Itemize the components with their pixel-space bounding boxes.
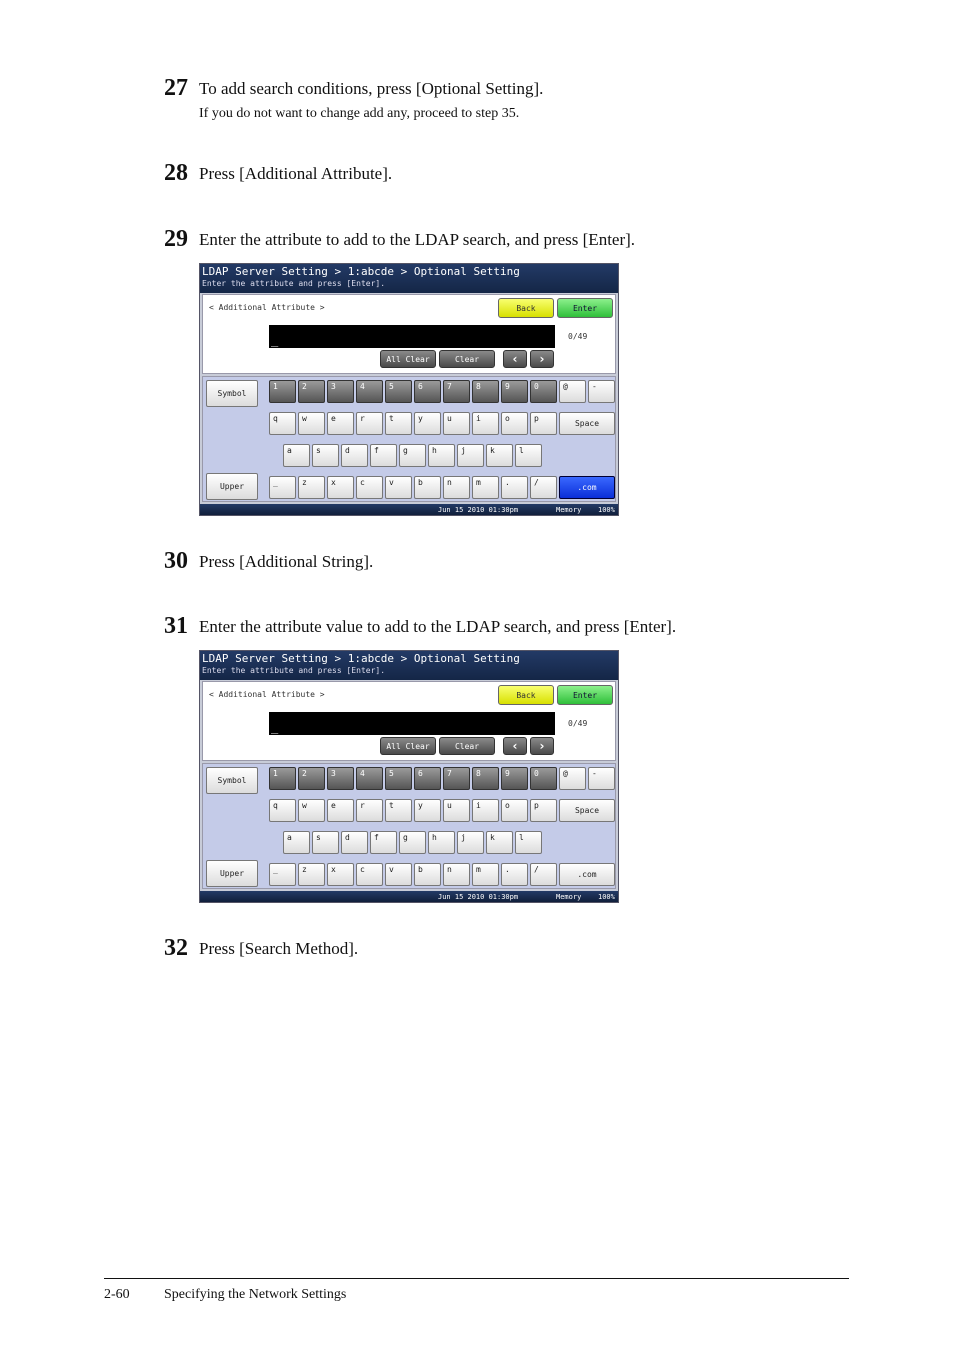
key[interactable]: f — [370, 444, 397, 467]
key[interactable]: l — [515, 831, 542, 854]
key[interactable]: t — [385, 799, 412, 822]
status-bar — [200, 504, 619, 516]
key[interactable]: 8 — [472, 380, 499, 403]
back-button[interactable]: Back — [498, 685, 554, 705]
key[interactable]: g — [399, 444, 426, 467]
key[interactable]: s — [312, 831, 339, 854]
key[interactable]: 9 — [501, 767, 528, 790]
enter-button[interactable]: Enter — [557, 298, 613, 318]
key[interactable]: 5 — [385, 767, 412, 790]
all-clear-button[interactable]: All Clear — [380, 737, 436, 755]
key[interactable]: d — [341, 444, 368, 467]
key[interactable]: / — [530, 863, 557, 886]
key[interactable]: q — [269, 799, 296, 822]
page-number: 2-60 — [104, 1287, 130, 1302]
date-time: Jun 15 2010 01:30pm — [438, 893, 519, 901]
key[interactable]: t — [385, 412, 412, 435]
step-number: 32 — [164, 935, 188, 961]
key[interactable]: z — [298, 863, 325, 886]
key[interactable]: n — [443, 863, 470, 886]
key[interactable]: x — [327, 863, 354, 886]
step-number: 27 — [164, 75, 188, 101]
key[interactable]: m — [472, 863, 499, 886]
key[interactable]: v — [385, 863, 412, 886]
dotcom-key[interactable]: .com — [559, 863, 615, 886]
screen-header — [200, 651, 619, 680]
status-bar — [200, 891, 619, 903]
key[interactable]: j — [457, 831, 484, 854]
step-number: 28 — [164, 160, 188, 186]
key[interactable]: u — [443, 412, 470, 435]
key[interactable]: g — [399, 831, 426, 854]
screen-title: LDAP Server Setting > 1:abcde > Optional Setting — [202, 265, 520, 278]
step-number: 29 — [164, 226, 188, 252]
key[interactable]: w — [298, 412, 325, 435]
key[interactable]: @ — [559, 767, 586, 790]
key[interactable]: c — [356, 863, 383, 886]
memory-label: Memory — [556, 506, 582, 514]
text-input[interactable]: _ — [269, 712, 555, 735]
key[interactable]: e — [327, 799, 354, 822]
back-button[interactable]: Back — [498, 298, 554, 318]
ldap-attribute-entry-screen — [199, 263, 619, 516]
key[interactable]: 7 — [443, 380, 470, 403]
key[interactable]: _ — [269, 863, 296, 886]
key[interactable]: l — [515, 444, 542, 467]
step-number: 30 — [164, 548, 188, 574]
entry-area — [202, 681, 616, 761]
key[interactable]: m — [472, 476, 499, 499]
key[interactable]: o — [501, 799, 528, 822]
cursor-right-button[interactable] — [530, 737, 554, 755]
step-text: Enter the attribute to add to the LDAP search, and press [Enter]. — [199, 230, 636, 249]
key[interactable]: - — [588, 380, 615, 403]
key[interactable]: w — [298, 799, 325, 822]
step-text: To add search conditions, press [Optional Setting]. — [199, 79, 544, 98]
screen-header — [200, 264, 619, 293]
key[interactable]: / — [530, 476, 557, 499]
date-time: Jun 15 2010 01:30pm — [438, 506, 519, 514]
key[interactable]: j — [457, 444, 484, 467]
key[interactable]: b — [414, 863, 441, 886]
upper-key[interactable]: Upper — [206, 860, 258, 887]
text-input[interactable]: _ — [269, 325, 555, 348]
ldap-attribute-value-entry-screen — [199, 650, 619, 903]
key[interactable]: h — [428, 831, 455, 854]
character-count: 0/49 — [568, 719, 588, 728]
key[interactable]: b — [414, 476, 441, 499]
key[interactable]: 3 — [327, 380, 354, 403]
key[interactable]: f — [370, 831, 397, 854]
key[interactable]: k — [486, 444, 513, 467]
key[interactable]: x — [327, 476, 354, 499]
key[interactable]: z — [298, 476, 325, 499]
key[interactable]: r — [356, 799, 383, 822]
key[interactable]: u — [443, 799, 470, 822]
screen-instruction: Enter the attribute and press [Enter]. — [202, 279, 386, 288]
on-screen-keyboard — [202, 376, 616, 502]
key[interactable]: 7 — [443, 767, 470, 790]
step-text: Press [Search Method]. — [199, 939, 359, 958]
field-label: < Additional Attribute > — [209, 303, 325, 312]
key[interactable]: @ — [559, 380, 586, 403]
key[interactable]: 0 — [530, 380, 557, 403]
key[interactable]: d — [341, 831, 368, 854]
key[interactable]: i — [472, 799, 499, 822]
symbol-key[interactable]: Symbol — [206, 380, 258, 407]
dotcom-key[interactable]: .com — [559, 476, 615, 499]
clear-button[interactable]: Clear — [439, 737, 495, 755]
entry-area — [202, 294, 616, 374]
step-text: Enter the attribute value to add to the LDAP search, and press [Enter]. — [199, 617, 677, 636]
space-key[interactable]: Space — [559, 412, 615, 435]
chevron-right-icon: › — [539, 739, 545, 753]
step-number: 31 — [164, 613, 188, 639]
field-label: < Additional Attribute > — [209, 690, 325, 699]
section-title: Specifying the Network Settings — [164, 1287, 347, 1302]
key[interactable]: s — [312, 444, 339, 467]
step-text: Press [Additional String]. — [199, 552, 374, 571]
key[interactable]: p — [530, 412, 557, 435]
key[interactable]: p — [530, 799, 557, 822]
upper-key[interactable]: Upper — [206, 473, 258, 500]
cursor-left-button[interactable] — [503, 737, 527, 755]
memory-percent: 100% — [598, 893, 615, 901]
key[interactable]: e — [327, 412, 354, 435]
chevron-left-icon: ‹ — [512, 352, 518, 366]
key[interactable]: 3 — [327, 767, 354, 790]
key[interactable]: 1 — [269, 767, 296, 790]
key[interactable]: a — [283, 444, 310, 467]
key[interactable]: y — [414, 412, 441, 435]
symbol-key[interactable]: Symbol — [206, 767, 258, 794]
key[interactable]: a — [283, 831, 310, 854]
space-key[interactable]: Space — [559, 799, 615, 822]
key[interactable]: 1 — [269, 380, 296, 403]
step-text: Press [Additional Attribute]. — [199, 164, 393, 183]
key[interactable]: 6 — [414, 767, 441, 790]
cursor-right-button[interactable] — [530, 350, 554, 368]
character-count: 0/49 — [568, 332, 588, 341]
screen-title: LDAP Server Setting > 1:abcde > Optional Setting — [202, 652, 520, 665]
key[interactable]: 2 — [298, 767, 325, 790]
on-screen-keyboard — [202, 763, 616, 889]
key[interactable]: 4 — [356, 380, 383, 403]
memory-label: Memory — [556, 893, 582, 901]
key[interactable]: 2 — [298, 380, 325, 403]
key[interactable]: i — [472, 412, 499, 435]
key[interactable]: r — [356, 412, 383, 435]
key[interactable]: 9 — [501, 380, 528, 403]
key[interactable]: o — [501, 412, 528, 435]
key[interactable]: v — [385, 476, 412, 499]
key[interactable]: 8 — [472, 767, 499, 790]
memory-percent: 100% — [598, 506, 615, 514]
key[interactable]: _ — [269, 476, 296, 499]
chevron-right-icon: › — [539, 352, 545, 366]
all-clear-button[interactable]: All Clear — [380, 350, 436, 368]
key[interactable]: 4 — [356, 767, 383, 790]
clear-button[interactable]: Clear — [439, 350, 495, 368]
key[interactable]: h — [428, 444, 455, 467]
key[interactable]: q — [269, 412, 296, 435]
step-note: If you do not want to change add any, proceed to step 35. — [199, 106, 520, 121]
key[interactable]: y — [414, 799, 441, 822]
enter-button[interactable]: Enter — [557, 685, 613, 705]
key[interactable]: . — [501, 476, 528, 499]
key[interactable]: . — [501, 863, 528, 886]
cursor-left-button[interactable] — [503, 350, 527, 368]
footer-divider — [104, 1278, 849, 1279]
screen-instruction: Enter the attribute and press [Enter]. — [202, 666, 386, 675]
key[interactable]: 0 — [530, 767, 557, 790]
key[interactable]: n — [443, 476, 470, 499]
chevron-left-icon: ‹ — [512, 739, 518, 753]
key[interactable]: k — [486, 831, 513, 854]
key[interactable]: 5 — [385, 380, 412, 403]
key[interactable]: 6 — [414, 380, 441, 403]
key[interactable]: c — [356, 476, 383, 499]
key[interactable]: - — [588, 767, 615, 790]
